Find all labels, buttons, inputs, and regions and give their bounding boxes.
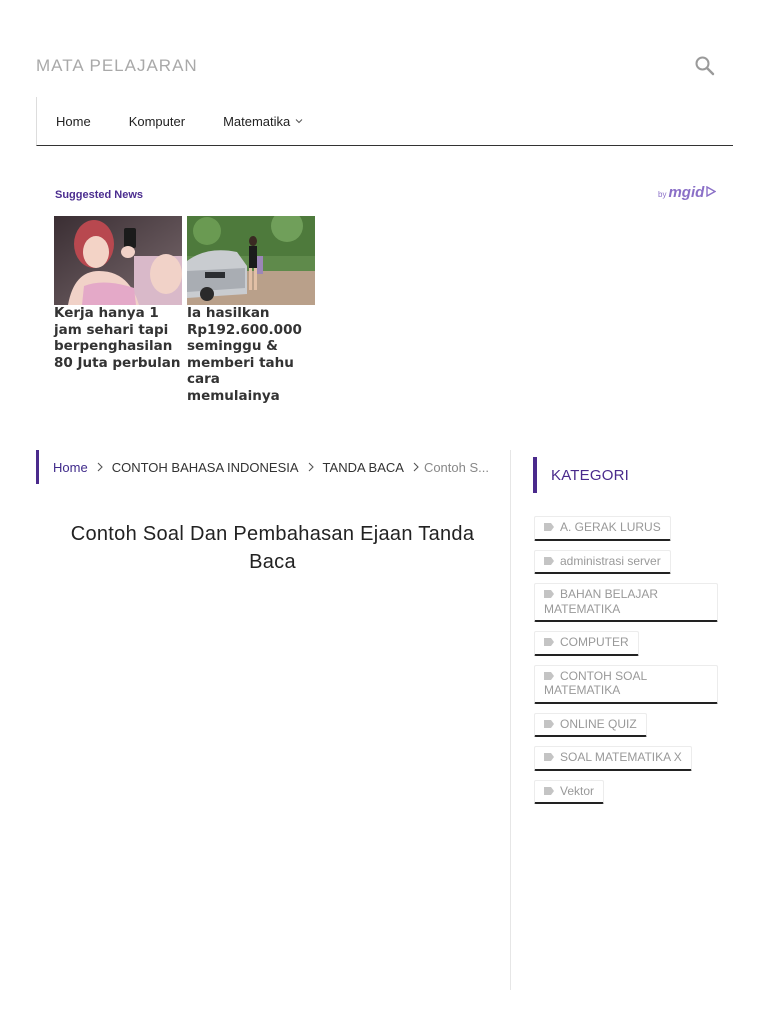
tag-icon xyxy=(544,523,554,531)
site-title[interactable]: MATA PELAJARAN xyxy=(36,56,198,75)
ad-title[interactable]: Kerja hanya 1 jam sehari tapi berpenghasilan 80 Juta perbulan xyxy=(54,305,181,371)
breadcrumb-home[interactable]: Home xyxy=(53,459,88,475)
category-label-text: administrasi server xyxy=(560,553,661,568)
breadcrumb-category[interactable]: CONTOH BAHASA INDONESIA xyxy=(111,459,299,475)
ad-image[interactable] xyxy=(187,216,315,305)
breadcrumb xyxy=(36,450,489,484)
category-label[interactable] xyxy=(534,713,647,738)
tag-icon xyxy=(544,753,554,761)
nav-item-komputer[interactable] xyxy=(129,114,185,129)
mgid-by: by xyxy=(658,190,667,199)
tag-icon xyxy=(544,638,554,646)
nav-item-home[interactable] xyxy=(56,114,91,129)
category-label[interactable] xyxy=(534,665,718,704)
mgid-logo[interactable] xyxy=(658,184,716,201)
tag-icon xyxy=(544,557,554,565)
category-label-text: Vektor xyxy=(560,783,595,798)
mgid-brand: mgid xyxy=(668,184,705,201)
category-label[interactable] xyxy=(534,631,639,656)
breadcrumb-current: Contoh S... xyxy=(423,459,489,475)
category-label-text: CONTOH SOAL MATEMATIKA xyxy=(544,668,647,697)
breadcrumb-subcategory[interactable]: TANDA BACA xyxy=(322,459,404,475)
category-label-text: COMPUTER xyxy=(560,635,629,649)
sidebar-divider xyxy=(510,450,511,990)
chevron-right-icon xyxy=(307,462,315,472)
category-label-text: SOAL MATEMATIKA X xyxy=(560,750,682,764)
category-label-text: BAHAN BELAJAR MATEMATIKA xyxy=(544,587,659,616)
tag-icon xyxy=(544,590,554,598)
post-title: Contoh Soal Dan Pembahasan Ejaan Tanda Baca xyxy=(70,523,475,573)
category-label[interactable] xyxy=(534,780,604,805)
category-label[interactable] xyxy=(534,516,671,541)
chevron-down-icon xyxy=(295,117,303,125)
ad-title[interactable]: Ia hasilkan Rp192.600.000 seminggu & memberi tahu cara memulainya xyxy=(187,305,302,404)
tag-icon xyxy=(544,720,554,728)
category-label-text: ONLINE QUIZ xyxy=(560,716,637,731)
category-label[interactable] xyxy=(534,746,692,771)
nav-item-label: Matematika xyxy=(223,113,291,129)
ad-card[interactable] xyxy=(187,216,315,404)
nav-item-label: Home xyxy=(56,113,91,129)
sidebar-heading: KATEGORI xyxy=(533,457,629,493)
chevron-right-icon xyxy=(96,462,104,472)
nav-item-label: Komputer xyxy=(128,113,186,129)
category-label-text: A. GERAK LURUS xyxy=(560,520,661,534)
tag-icon xyxy=(544,787,554,795)
nav-item-matematika[interactable] xyxy=(223,114,303,129)
category-label[interactable] xyxy=(534,550,671,575)
category-label[interactable] xyxy=(534,583,718,622)
category-labels xyxy=(534,516,720,813)
ads-heading: Suggested News xyxy=(55,189,144,201)
ad-card[interactable] xyxy=(54,216,182,371)
chevron-right-icon xyxy=(412,462,420,472)
search-icon[interactable] xyxy=(694,55,716,77)
tag-icon xyxy=(544,672,554,680)
play-icon xyxy=(706,186,716,197)
ad-image[interactable] xyxy=(54,216,182,305)
main-nav xyxy=(36,97,733,146)
